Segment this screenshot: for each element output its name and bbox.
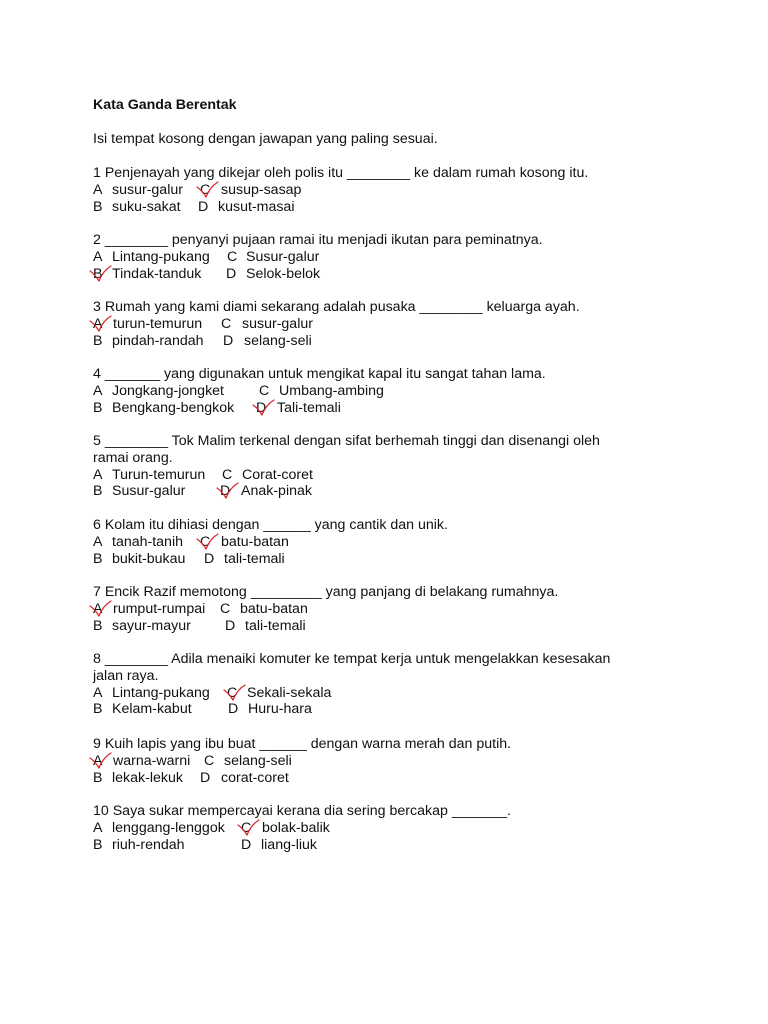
- option-row: [93, 618, 693, 635]
- option-text: warna-warni: [113, 752, 191, 769]
- option-letter: D: [200, 769, 211, 786]
- question-stem: 8 ________ Adila menaiki komuter ke tempat kerja untuk mengelakkan kesesakan: [93, 651, 611, 667]
- option-text: Kelam-kabut: [112, 701, 192, 718]
- option-row: [93, 467, 693, 484]
- option-text: Selok-belok: [246, 265, 321, 282]
- option-text: susur-galur: [112, 181, 183, 198]
- option-letter: B: [93, 332, 103, 349]
- option-letter: D: [223, 332, 234, 349]
- option-text: Susur-galur: [246, 248, 320, 265]
- question-7: [93, 584, 693, 634]
- option-letter: B: [93, 836, 103, 853]
- option-text: susur-galur: [242, 315, 313, 332]
- option-text: liang-liuk: [261, 836, 317, 853]
- option-text: Tali-temali: [277, 399, 341, 416]
- option-letter: C: [222, 466, 233, 483]
- option-row: [93, 333, 693, 350]
- option-text: Umbang-ambing: [279, 382, 384, 399]
- option-letter: D: [241, 836, 252, 853]
- question-9: [93, 736, 693, 786]
- option-letter: D: [228, 701, 239, 718]
- option-text: Lintang-pukang: [112, 684, 210, 701]
- option-letter: D: [225, 617, 236, 634]
- option-letter: C: [200, 533, 211, 550]
- option-letter: D: [220, 483, 231, 500]
- option-letter: A: [93, 752, 103, 769]
- option-letter: D: [226, 265, 237, 282]
- page-title: Kata Ganda Berentak: [93, 97, 237, 113]
- option-letter: C: [200, 181, 211, 198]
- option-text: suku-sakat: [112, 198, 181, 215]
- question-stem: jalan raya.: [93, 667, 159, 684]
- question-stem: 1 Penjenayah yang dikejar oleh polis itu ________ ke dalam rumah kosong itu.: [93, 165, 589, 181]
- option-text: Anak-pinak: [241, 483, 312, 500]
- question-stem: 10 Saya sukar mempercayai kerana dia sering bercakap _______.: [93, 803, 511, 819]
- question-stem: 3 Rumah yang kami diami sekarang adalah pusaka ________ keluarga ayah.: [93, 299, 580, 315]
- option-text: sayur-mayur: [112, 617, 191, 634]
- option-letter: B: [93, 198, 103, 215]
- option-text: turun-temurun: [113, 315, 203, 332]
- option-letter: C: [204, 752, 215, 769]
- question-stem: 5 ________ Tok Malim terkenal dengan sifat berhemah tinggi dan disenangi oleh: [93, 433, 600, 449]
- option-text: tanah-tanih: [112, 533, 183, 550]
- option-letter: C: [241, 819, 252, 836]
- option-letter: A: [93, 248, 103, 265]
- question-stem: 4 _______ yang digunakan untuk mengikat kapal itu sangat tahan lama.: [93, 366, 546, 382]
- option-text: Lintang-pukang: [112, 248, 210, 265]
- question-stem: 6 Kolam itu dihiasi dengan ______ yang cantik dan unik.: [93, 517, 448, 533]
- option-text: selang-seli: [224, 752, 292, 769]
- option-text: Tindak-tanduk: [112, 265, 202, 282]
- option-letter: C: [220, 600, 231, 617]
- question-8: [93, 651, 693, 718]
- option-text: tali-temali: [224, 550, 285, 567]
- option-row: [93, 601, 693, 618]
- question-stem: 2 ________ penyanyi pujaan ramai itu menjadi ikutan para peminatnya.: [93, 232, 543, 248]
- option-letter: C: [221, 315, 232, 332]
- question-6: [93, 517, 693, 567]
- question-2: [93, 232, 693, 282]
- option-text: Jongkang-jongket: [112, 382, 225, 399]
- option-text: lekak-lekuk: [112, 769, 183, 786]
- option-row: [93, 701, 693, 718]
- option-row: [93, 383, 693, 400]
- question-1: [93, 165, 693, 215]
- option-text: Huru-hara: [248, 701, 312, 718]
- option-letter: D: [198, 198, 209, 215]
- option-letter: B: [93, 701, 103, 718]
- question-10: [93, 803, 693, 853]
- option-letter: B: [93, 769, 103, 786]
- question-stem: 7 Encik Razif memotong _________ yang panjang di belakang rumahnya.: [93, 584, 559, 600]
- option-letter: D: [204, 550, 215, 567]
- option-text: Susur-galur: [112, 483, 186, 500]
- question-5: [93, 433, 693, 500]
- option-text: Corat-coret: [242, 466, 313, 483]
- option-row: [93, 182, 693, 199]
- option-text: bukit-bukau: [112, 550, 186, 567]
- option-text: bolak-balik: [262, 819, 330, 836]
- option-row: [93, 534, 693, 551]
- option-text: Turun-temurun: [112, 466, 206, 483]
- option-row: [93, 753, 693, 770]
- question-3: [93, 299, 693, 349]
- question-stem: 9 Kuih lapis yang ibu buat ______ dengan warna merah dan putih.: [93, 736, 512, 752]
- option-letter: A: [93, 181, 103, 198]
- option-text: tali-temali: [245, 617, 306, 634]
- option-letter: B: [93, 483, 103, 500]
- question-4: [93, 366, 693, 416]
- option-row: [93, 199, 693, 216]
- option-letter: A: [93, 600, 103, 617]
- option-letter: A: [93, 315, 103, 332]
- option-text: lenggang-lenggok: [112, 819, 225, 836]
- option-letter: B: [93, 265, 103, 282]
- option-text: selang-seli: [244, 332, 312, 349]
- option-letter: B: [93, 617, 103, 634]
- option-text: corat-coret: [221, 769, 289, 786]
- option-letter: A: [93, 382, 103, 399]
- option-row: [93, 837, 693, 854]
- option-letter: C: [227, 248, 238, 265]
- question-stem: ramai orang.: [93, 449, 173, 466]
- option-row: [93, 249, 693, 266]
- option-letter: A: [93, 684, 103, 701]
- option-text: Sekali-sekala: [247, 684, 332, 701]
- option-row: [93, 685, 693, 702]
- option-letter: A: [93, 466, 103, 483]
- option-letter: B: [93, 550, 103, 567]
- option-letter: B: [93, 399, 103, 416]
- option-text: batu-batan: [240, 600, 308, 617]
- option-row: [93, 551, 693, 568]
- option-text: batu-batan: [221, 533, 289, 550]
- option-row: [93, 266, 693, 283]
- option-letter: D: [256, 399, 267, 416]
- instruction-text: Isi tempat kosong dengan jawapan yang paling sesuai.: [93, 131, 438, 147]
- option-text: riuh-rendah: [112, 836, 185, 853]
- option-row: [93, 400, 693, 417]
- option-text: rumput-rumpai: [113, 600, 206, 617]
- option-letter: A: [93, 819, 103, 836]
- option-letter: A: [93, 533, 103, 550]
- option-row: [93, 483, 693, 500]
- option-letter: C: [227, 684, 238, 701]
- option-text: Bengkang-bengkok: [112, 399, 235, 416]
- option-text: kusut-masai: [218, 198, 295, 215]
- option-text: pindah-randah: [112, 332, 204, 349]
- option-letter: C: [259, 382, 270, 399]
- option-row: [93, 770, 693, 787]
- option-text: susup-sasap: [221, 181, 302, 198]
- option-row: [93, 316, 693, 333]
- option-row: [93, 820, 693, 837]
